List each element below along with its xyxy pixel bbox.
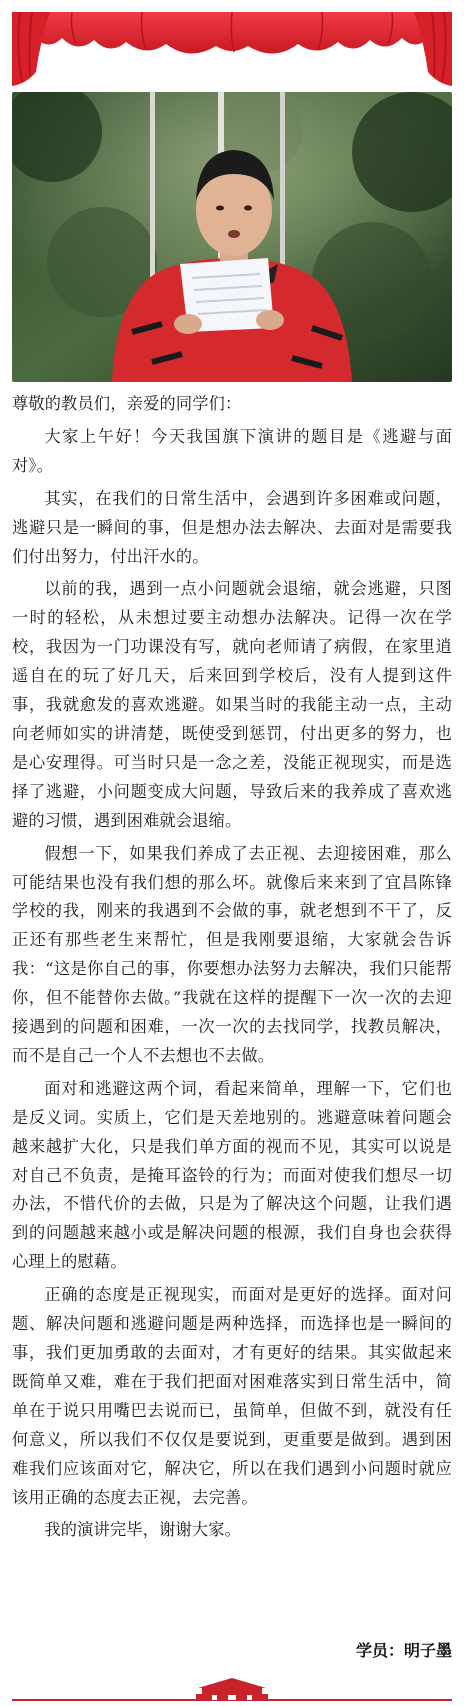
paragraph: 正确的态度是正视现实，而面对是更好的选择。面对问题、解决问题和逃避问题是两种选择，而选择也是一瞬间的事，我们更加勇敢的去面对，才有更好的结果。其实做起来既简单又难，难在于我们把面对困难落实到日常生活中，简单在于说只用嘴巴去说而已，虽简单，但做不到，就没有任何意义，所以我们不仅仅是要说到，更重要是做到。遇到困难我们应该面对它，解决它，所以在我们遇到小问题时就应该用正确的态度去正视，去完善。 (12, 1285, 452, 1507)
author-signature: 学员：明子墨 (355, 1641, 452, 1660)
paragraph: 其实，在我们的日常生活中，会遇到许多困难或问题，逃避只是一瞬间的事，但是想办法去解决、去面对是需要我们付出努力，付出汗水的。 (12, 488, 452, 566)
speech-article (12, 390, 452, 1549)
paragraph: 我的演讲完毕，谢谢大家。 (44, 1520, 242, 1540)
paragraph: 大家上午好！今天我国旗下演讲的题目是《逃避与面对》。 (12, 426, 452, 475)
speech-photo (12, 92, 452, 382)
red-curtain-banner (12, 12, 452, 88)
greeting: 尊敬的教员们，亲爱的同学们： (12, 394, 242, 413)
paragraph: 假想一下，如果我们养成了去正视、去迎接困难，那么可能结果也没有我们想的那么坏。就像后来来到了宜昌陈锋学校的我，刚来的我遇到不会做的事，就老想到不干了，反正还有那些老生来帮忙，但是我刚要退缩，大家就会告诉我：“这是你自己的事，你要想办法努力去解决，我们只能帮你，但不能替你去做。”我就在这样的提醒下一次一次的去迎接遇到的问题和困难，一次一次的去找同学，找教员解决，而不是自己一个人不去想也不去做。 (12, 843, 452, 1065)
tiananmen-icon (196, 1678, 268, 1700)
paragraph: 面对和逃避这两个词，看起来简单，理解一下，它们也是反义词。实质上，它们是天差地别的。逃避意味着问题会越来越扩大化，只是我们单方面的视而不见，其实可以说是对自己不负责，是掩耳盗铃的行为；而面对使我们想尽一切办法，不惜代价的去做，只是为了解决这个问题，让我们遇到的问题越来越小或是解决问题的根源，我们自身也会获得心理上的慰藉。 (12, 1078, 452, 1272)
paragraph: 以前的我，遇到一点小问题就会退缩，就会逃避，只图一时的轻松，从未想过要主动想办法解决。记得一次在学校，我因为一门功课没有写，就向老师请了病假，在家里逍遥自在的玩了好几天，后来回到学校后，没有人提到这件事，我就愈发的喜欢逃避。如果当时的我能主动一点，主动向老师如实的讲清楚，既使受到惩罚，付出更多的努力，也是心安理得。可当时只是一念之差，没能正视现实，而是选择了逃避，小问题变成大问题，导致后来的我养成了喜欢逃避的习惯，遇到困难就会退缩。 (12, 579, 452, 830)
footer-divider (0, 1672, 464, 1706)
